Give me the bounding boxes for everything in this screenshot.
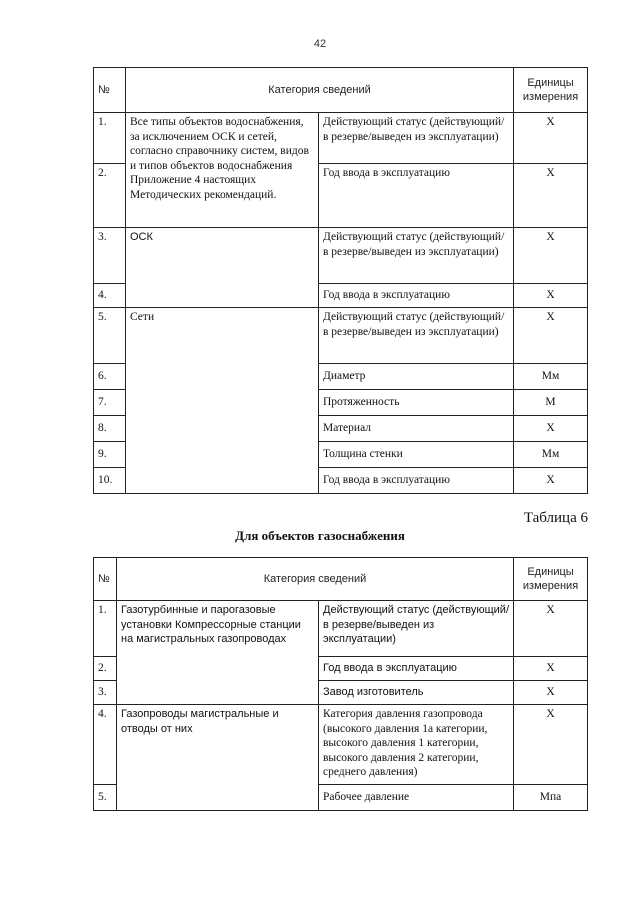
table-label: Таблица 6 — [523, 510, 588, 526]
row-number: 2. — [94, 657, 117, 681]
unit-cell: Х — [514, 468, 588, 494]
section-title: Для объектов газоснабжения — [235, 528, 405, 543]
attribute-cell: Действующий статус (действующий/в резерве/выведен из эксплуатации) — [319, 228, 514, 284]
column-header-unit: Единицы измерения — [514, 558, 588, 601]
attribute-cell: Действующий статус (действующий/в резерве/выведен из эксплуатации) — [319, 113, 514, 164]
column-header-category: Категория сведений — [117, 558, 514, 601]
unit-cell: Мпа — [514, 785, 588, 811]
attribute-cell: Материал — [319, 416, 514, 442]
table-header-row — [94, 558, 588, 601]
attribute-cell: Год ввода в эксплуатацию — [319, 468, 514, 494]
row-number: 8. — [94, 416, 126, 442]
gas-supply-table — [93, 557, 588, 811]
unit-cell: Мм — [514, 442, 588, 468]
attribute-cell: Год ввода в эксплуатацию — [319, 657, 514, 681]
unit-cell: Х — [514, 284, 588, 308]
row-number: 6. — [94, 364, 126, 390]
attribute-cell: Действующий статус (действующий/в резерве/выведен из эксплуатации) — [319, 601, 514, 657]
unit-cell: Х — [514, 113, 588, 164]
unit-cell: Х — [514, 308, 588, 364]
row-number: 1. — [94, 601, 117, 657]
row-number: 3. — [94, 228, 126, 284]
page-number: 42 — [313, 38, 327, 50]
row-number: 4. — [94, 284, 126, 308]
row-number: 2. — [94, 164, 126, 228]
group-cell: ОСК — [126, 228, 319, 308]
attribute-cell: Завод изготовитель — [319, 681, 514, 705]
unit-cell: Х — [514, 164, 588, 228]
attribute-cell: Диаметр — [319, 364, 514, 390]
attribute-cell: Год ввода в эксплуатацию — [319, 164, 514, 228]
table-header-row — [94, 68, 588, 113]
unit-cell: Х — [514, 416, 588, 442]
unit-cell: Х — [514, 705, 588, 785]
attribute-cell: Толщина стенки — [319, 442, 514, 468]
attribute-cell: Протяженность — [319, 390, 514, 416]
water-supply-table — [93, 67, 588, 494]
table-row — [94, 308, 588, 364]
unit-cell: Мм — [514, 364, 588, 390]
column-header-number: № — [94, 68, 126, 113]
group-cell: Все типы объектов водоснабжения, за исключением ОСК и сетей, согласно справочнику систем, видов и типов объектов водоснабжения Приложение 4 настоящих Методических рекомендаций. — [126, 113, 319, 228]
table-row — [94, 601, 588, 657]
attribute-cell: Год ввода в эксплуатацию — [319, 284, 514, 308]
row-number: 5. — [94, 785, 117, 811]
unit-cell: Х — [514, 657, 588, 681]
unit-cell: Х — [514, 228, 588, 284]
row-number: 7. — [94, 390, 126, 416]
unit-cell: Х — [514, 601, 588, 657]
column-header-number: № — [94, 558, 117, 601]
row-number: 4. — [94, 705, 117, 785]
row-number: 5. — [94, 308, 126, 364]
unit-cell: М — [514, 390, 588, 416]
unit-cell: Х — [514, 681, 588, 705]
table-row — [94, 113, 588, 164]
row-number: 10. — [94, 468, 126, 494]
table-row — [94, 705, 588, 785]
row-number: 3. — [94, 681, 117, 705]
attribute-cell: Действующий статус (действующий/в резерве/выведен из эксплуатации) — [319, 308, 514, 364]
row-number: 1. — [94, 113, 126, 164]
group-cell: Газотурбинные и парогазовые установки Компрессорные станции на магистральных газопроводах — [117, 601, 319, 705]
column-header-category: Категория сведений — [126, 68, 514, 113]
row-number: 9. — [94, 442, 126, 468]
table-row — [94, 228, 588, 284]
group-cell: Газопроводы магистральные и отводы от них — [117, 705, 319, 811]
attribute-cell: Категория давления газопровода (высокого давления 1а категории, высокого давления 1 категории, высокого давления 2 категории, среднего давления) — [319, 705, 514, 785]
group-cell: Сети — [126, 308, 319, 494]
attribute-cell: Рабочее давление — [319, 785, 514, 811]
column-header-unit: Единицы измерения — [514, 68, 588, 113]
